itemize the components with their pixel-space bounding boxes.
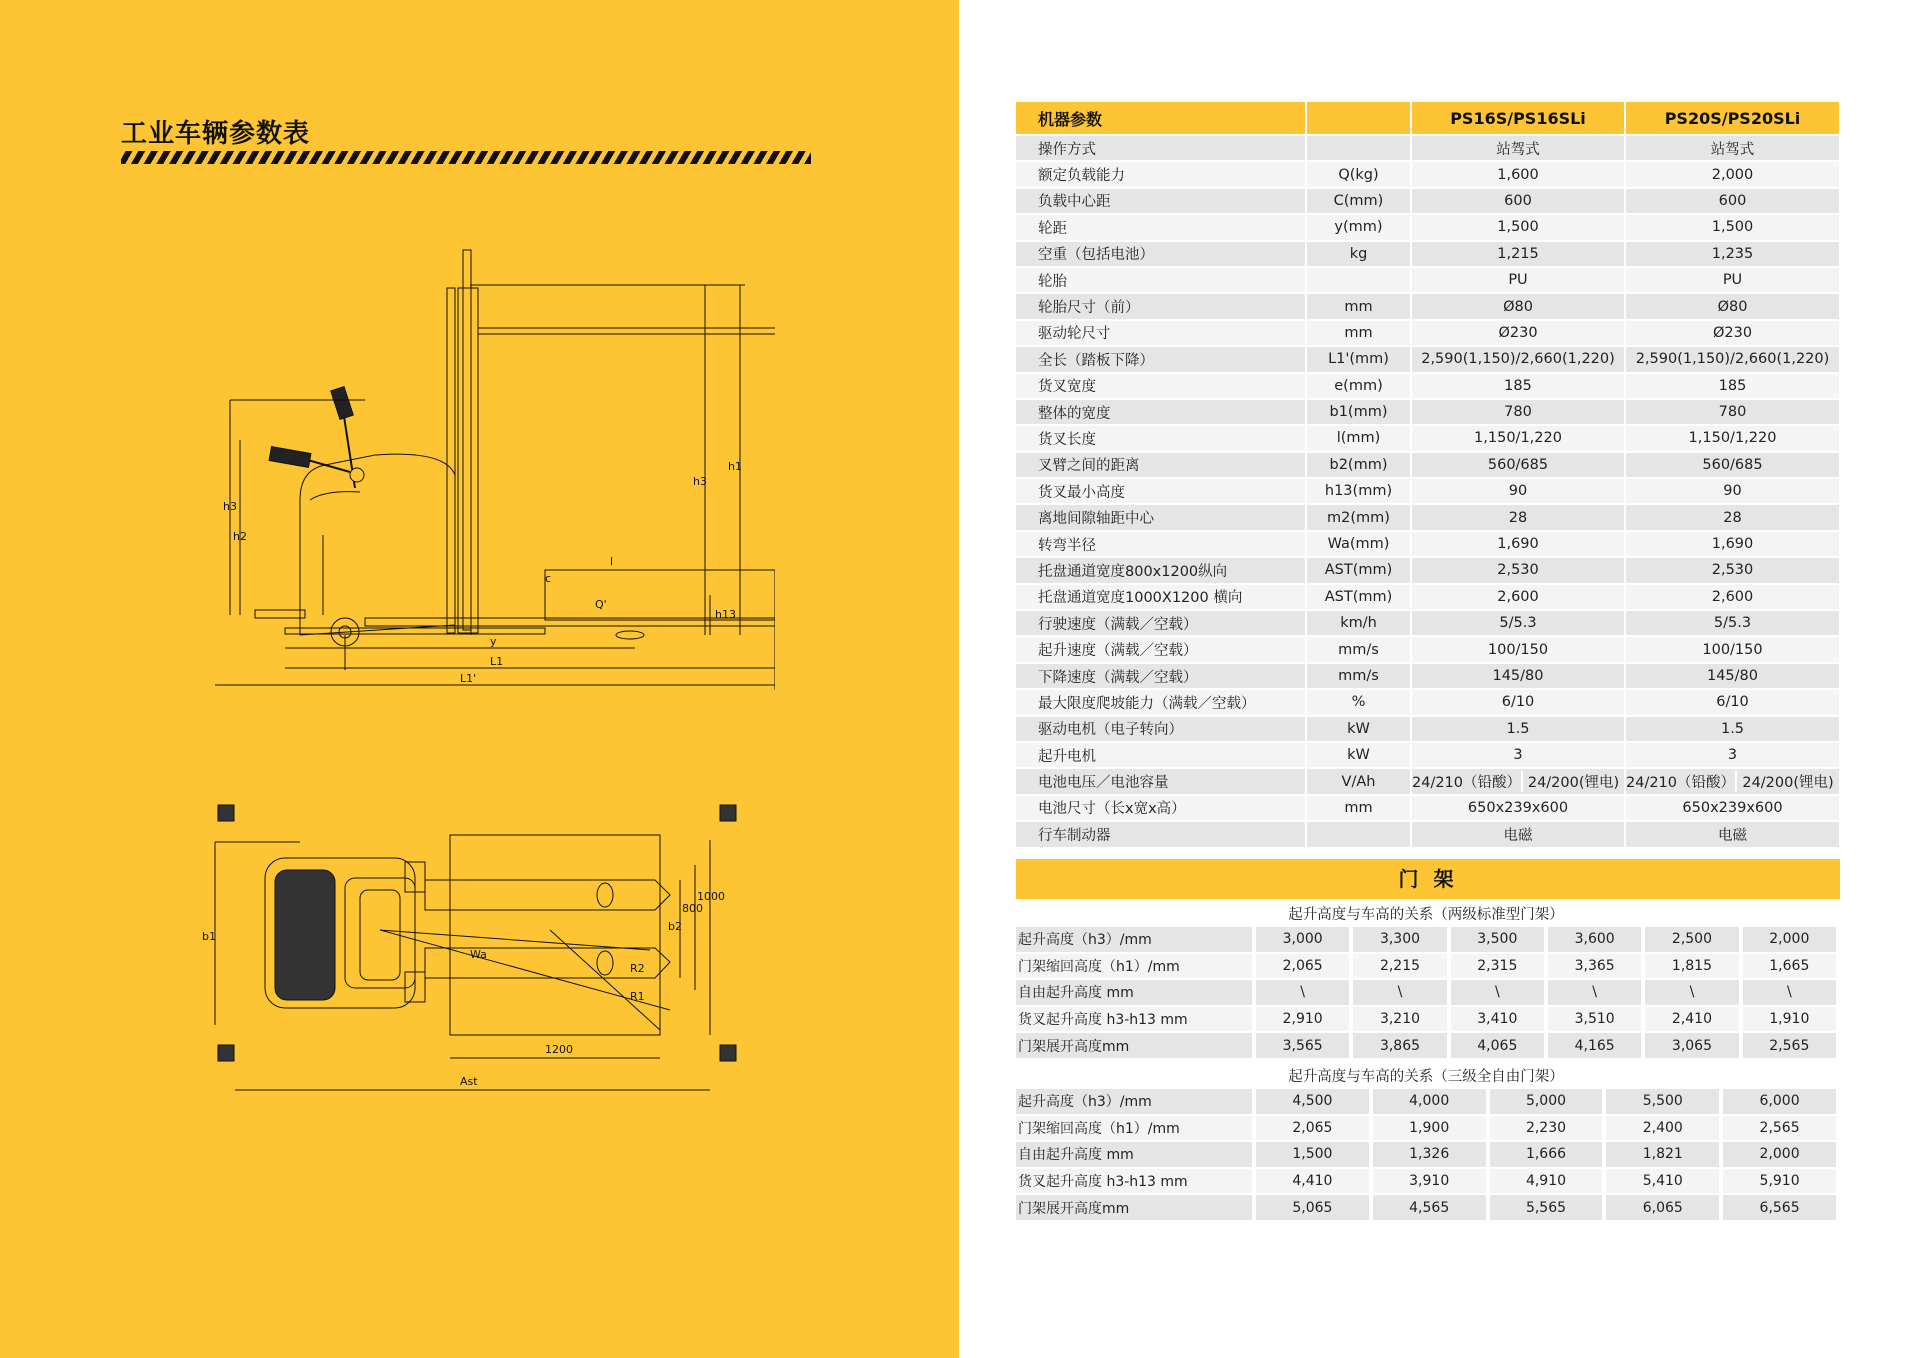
spec-param-label: 叉臂之间的距离 <box>1016 452 1306 478</box>
mast-cell: 4,910 <box>1488 1168 1605 1195</box>
spec-row <box>1016 452 1840 478</box>
spec-unit: b2(mm) <box>1306 452 1411 478</box>
mast-row <box>1016 1141 1838 1168</box>
dim-label-l1-prime: L1' <box>460 672 477 685</box>
mast-cell: \ <box>1546 979 1643 1006</box>
spec-row <box>1016 689 1840 715</box>
top-view-drawing <box>200 800 760 1100</box>
mast-cell: 3,000 <box>1254 926 1351 953</box>
spec-unit: kW <box>1306 716 1411 742</box>
spec-value-model2: 2,530 <box>1625 557 1840 583</box>
mast-row <box>1016 1194 1838 1221</box>
spec-row <box>1016 267 1840 293</box>
mast-row <box>1016 1088 1838 1115</box>
hazard-stripe-divider <box>121 151 811 164</box>
spec-param-label: 空重（包括电池） <box>1016 241 1306 267</box>
mast-cell: 3,565 <box>1254 1032 1351 1059</box>
mast-row-label: 门架展开高度mm <box>1016 1032 1254 1059</box>
spec-unit: b1(mm) <box>1306 399 1411 425</box>
mast-cell: \ <box>1449 979 1546 1006</box>
spec-param-label: 下降速度（满载／空载） <box>1016 663 1306 689</box>
spec-value-model2: 6/10 <box>1625 689 1840 715</box>
mast-cell: 2,910 <box>1254 1006 1351 1033</box>
mast-cell: 2,215 <box>1351 953 1448 980</box>
mast-table-three-stage <box>1016 1063 1840 1222</box>
spec-value-model2: 560/685 <box>1625 452 1840 478</box>
mast-caption: 起升高度与车高的关系（两级标准型门架） <box>1016 901 1838 926</box>
spec-row <box>1016 795 1840 821</box>
spec-value-model1: 2,530 <box>1411 557 1625 583</box>
spec-param-label: 驱动轮尺寸 <box>1016 320 1306 346</box>
spec-row <box>1016 161 1840 187</box>
mast-row-label: 货叉起升高度 h3-h13 mm <box>1016 1168 1254 1195</box>
mast-row-label: 门架缩回高度（h1）/mm <box>1016 953 1254 980</box>
spec-row <box>1016 293 1840 319</box>
spec-param-label: 整体的宽度 <box>1016 399 1306 425</box>
spec-value-model2: 650x239x600 <box>1625 795 1840 821</box>
mast-row-label: 自由起升高度 mm <box>1016 979 1254 1006</box>
mast-cell: 5,410 <box>1604 1168 1721 1195</box>
spec-value-lithium: 24/200(锂电) <box>1735 771 1839 792</box>
mast-cell: 4,500 <box>1254 1088 1371 1115</box>
mast-row-label: 起升高度（h3）/mm <box>1016 1088 1254 1115</box>
spec-value-model1: 560/685 <box>1411 452 1625 478</box>
dim-label-h13: h13 <box>715 608 736 621</box>
left-panel <box>0 0 959 1358</box>
spec-value-model1: 1,215 <box>1411 241 1625 267</box>
mast-cell: 5,910 <box>1721 1168 1838 1195</box>
spec-row <box>1016 135 1840 161</box>
spec-unit: l(mm) <box>1306 425 1411 451</box>
dim-label-h3: h3 <box>223 500 237 513</box>
dim-label-r1: R1 <box>630 990 645 1003</box>
spec-row <box>1016 478 1840 504</box>
dim-label-b2: b2 <box>668 920 682 933</box>
mast-caption-row <box>1016 1063 1838 1088</box>
mast-cell: 6,565 <box>1721 1194 1838 1221</box>
spec-row <box>1016 425 1840 451</box>
mast-row-label: 门架缩回高度（h1）/mm <box>1016 1115 1254 1142</box>
spec-value-model1 <box>1411 768 1625 794</box>
spec-param-label: 托盘通道宽度1000X1200 横向 <box>1016 584 1306 610</box>
spec-value-model1: 1.5 <box>1411 716 1625 742</box>
spec-value-model1: 145/80 <box>1411 663 1625 689</box>
dim-label-h3-mast: h3 <box>693 475 707 488</box>
spec-row <box>1016 241 1840 267</box>
spec-row <box>1016 399 1840 425</box>
dim-label-b1: b1 <box>202 930 216 943</box>
spec-value-model2: 145/80 <box>1625 663 1840 689</box>
spec-value-model2: 28 <box>1625 504 1840 530</box>
spec-value-model1: PU <box>1411 267 1625 293</box>
dim-label-ast: Ast <box>460 1075 478 1088</box>
spec-value-model2: 2,590(1,150)/2,660(1,220) <box>1625 346 1840 372</box>
spec-header-model2: PS20S/PS20SLi <box>1625 102 1840 135</box>
spec-row <box>1016 821 1840 847</box>
mast-cell: 5,000 <box>1488 1088 1605 1115</box>
spec-unit <box>1306 267 1411 293</box>
spec-param-label: 额定负载能力 <box>1016 161 1306 187</box>
spec-value-model1: 5/5.3 <box>1411 610 1625 636</box>
spec-unit: mm/s <box>1306 636 1411 662</box>
dim-label-h1: h1 <box>728 460 742 473</box>
spec-param-label: 转弯半径 <box>1016 531 1306 557</box>
spec-row <box>1016 742 1840 768</box>
spec-value-model1: 100/150 <box>1411 636 1625 662</box>
spec-row <box>1016 584 1840 610</box>
mast-cell: 4,410 <box>1254 1168 1371 1195</box>
spec-param-label: 操作方式 <box>1016 135 1306 161</box>
mast-row <box>1016 979 1838 1006</box>
mast-cell: 1,500 <box>1254 1141 1371 1168</box>
spec-value-model1: 6/10 <box>1411 689 1625 715</box>
spec-value-model2: 站驾式 <box>1625 135 1840 161</box>
spec-unit: AST(mm) <box>1306 584 1411 610</box>
spec-value-model2: Ø230 <box>1625 320 1840 346</box>
mast-row <box>1016 1168 1838 1195</box>
spec-param-label: 轮胎 <box>1016 267 1306 293</box>
mast-cell: 2,410 <box>1643 1006 1740 1033</box>
spec-value-lead-acid: 24/210（铅酸） <box>1412 775 1522 792</box>
mast-cell: 2,000 <box>1721 1141 1838 1168</box>
mast-cell: 3,865 <box>1351 1032 1448 1059</box>
spec-value-model1: 电磁 <box>1411 821 1625 847</box>
spec-value-model1: 1,150/1,220 <box>1411 425 1625 451</box>
mast-cell: 3,210 <box>1351 1006 1448 1033</box>
mast-cell: \ <box>1254 979 1351 1006</box>
spec-param-label: 货叉长度 <box>1016 425 1306 451</box>
spec-row <box>1016 188 1840 214</box>
dim-label-l: l <box>610 555 614 568</box>
spec-unit: e(mm) <box>1306 373 1411 399</box>
spec-value-model1: 1,600 <box>1411 161 1625 187</box>
spec-unit: C(mm) <box>1306 188 1411 214</box>
spec-value-model1: 28 <box>1411 504 1625 530</box>
dim-label-q: Q' <box>595 598 607 611</box>
spec-row <box>1016 504 1840 530</box>
page-title: 工业车辆参数表 <box>121 119 311 149</box>
mast-cell: \ <box>1351 979 1448 1006</box>
spec-param-label: 货叉最小高度 <box>1016 478 1306 504</box>
mast-cell: 3,910 <box>1371 1168 1488 1195</box>
spec-header-model1: PS16S/PS16SLi <box>1411 102 1625 135</box>
spec-param-label: 货叉宽度 <box>1016 373 1306 399</box>
dim-label-1200: 1200 <box>545 1043 573 1056</box>
mast-section-title: 门 架 <box>1016 859 1840 899</box>
spec-unit: mm/s <box>1306 663 1411 689</box>
mast-cell: 4,565 <box>1371 1194 1488 1221</box>
mast-row-label: 货叉起升高度 h3-h13 mm <box>1016 1006 1254 1033</box>
mast-row <box>1016 953 1838 980</box>
side-view-drawing <box>215 240 775 700</box>
spec-unit: kg <box>1306 241 1411 267</box>
mast-caption: 起升高度与车高的关系（三级全自由门架） <box>1016 1063 1838 1088</box>
spec-row <box>1016 716 1840 742</box>
spec-table <box>1016 102 1841 849</box>
mast-cell: 3,410 <box>1449 1006 1546 1033</box>
spec-param-label: 最大限度爬坡能力（满载／空载） <box>1016 689 1306 715</box>
mast-cell: 3,500 <box>1449 926 1546 953</box>
mast-cell: 3,600 <box>1546 926 1643 953</box>
spec-unit: Wa(mm) <box>1306 531 1411 557</box>
spec-param-label: 离地间隙轴距中心 <box>1016 504 1306 530</box>
mast-cell: 5,065 <box>1254 1194 1371 1221</box>
mast-row <box>1016 1115 1838 1142</box>
spec-unit: mm <box>1306 795 1411 821</box>
spec-value-model1: 90 <box>1411 478 1625 504</box>
spec-unit: y(mm) <box>1306 214 1411 240</box>
spec-unit: L1'(mm) <box>1306 346 1411 372</box>
mast-row <box>1016 1006 1838 1033</box>
spec-param-label: 起升电机 <box>1016 742 1306 768</box>
mast-cell: 3,065 <box>1643 1032 1740 1059</box>
spec-value-model1: 2,590(1,150)/2,660(1,220) <box>1411 346 1625 372</box>
spec-param-label: 行驶速度（满载／空载） <box>1016 610 1306 636</box>
mast-row <box>1016 926 1838 953</box>
spec-unit: AST(mm) <box>1306 557 1411 583</box>
mast-cell: 5,565 <box>1488 1194 1605 1221</box>
mast-cell: 2,500 <box>1643 926 1740 953</box>
mast-cell: 2,000 <box>1741 926 1838 953</box>
mast-caption-row <box>1016 901 1838 926</box>
spec-param-label: 电池尺寸（长x宽x高） <box>1016 795 1306 821</box>
mast-cell: 1,665 <box>1741 953 1838 980</box>
dim-label-c: c <box>545 572 552 585</box>
mast-cell: 6,000 <box>1721 1088 1838 1115</box>
spec-value-model2: 3 <box>1625 742 1840 768</box>
spec-value-model1: 1,690 <box>1411 531 1625 557</box>
spec-value-model2: 1,500 <box>1625 214 1840 240</box>
spec-value-model2: 90 <box>1625 478 1840 504</box>
spec-value-model2: 电磁 <box>1625 821 1840 847</box>
mast-cell: 3,300 <box>1351 926 1448 953</box>
spec-row <box>1016 610 1840 636</box>
spec-param-label: 轮距 <box>1016 214 1306 240</box>
spec-row <box>1016 346 1840 372</box>
mast-cell: 1,815 <box>1643 953 1740 980</box>
spec-value-model1: 1,500 <box>1411 214 1625 240</box>
mast-cell: 5,500 <box>1604 1088 1721 1115</box>
spec-value-model1: 185 <box>1411 373 1625 399</box>
mast-cell: 2,065 <box>1254 953 1351 980</box>
mast-cell: 2,400 <box>1604 1115 1721 1142</box>
mast-cell: 2,315 <box>1449 953 1546 980</box>
spec-unit: kW <box>1306 742 1411 768</box>
spec-value-model2: 780 <box>1625 399 1840 425</box>
spec-row <box>1016 663 1840 689</box>
dim-label-y: y <box>490 635 497 648</box>
dim-label-800: 800 <box>682 902 703 915</box>
mast-cell: 2,565 <box>1741 1032 1838 1059</box>
mast-cell: 2,065 <box>1254 1115 1371 1142</box>
spec-param-label: 驱动电机（电子转向） <box>1016 716 1306 742</box>
spec-value-model2: PU <box>1625 267 1840 293</box>
spec-split-cell <box>1626 771 1839 792</box>
spec-value-model2: 5/5.3 <box>1625 610 1840 636</box>
spec-unit: Q(kg) <box>1306 161 1411 187</box>
spec-unit: km/h <box>1306 610 1411 636</box>
spec-value-model2 <box>1625 768 1840 794</box>
spec-value-model2: 600 <box>1625 188 1840 214</box>
spec-value-model2: 1.5 <box>1625 716 1840 742</box>
spec-value-model2: 185 <box>1625 373 1840 399</box>
spec-row <box>1016 320 1840 346</box>
spec-value-model1: 600 <box>1411 188 1625 214</box>
mast-cell: 4,065 <box>1449 1032 1546 1059</box>
spec-row <box>1016 636 1840 662</box>
spec-param-label: 行车制动器 <box>1016 821 1306 847</box>
spec-row <box>1016 214 1840 240</box>
spec-unit: % <box>1306 689 1411 715</box>
mast-row <box>1016 1032 1838 1059</box>
spec-value-model1: 3 <box>1411 742 1625 768</box>
spec-param-label: 负载中心距 <box>1016 188 1306 214</box>
spec-unit: V/Ah <box>1306 768 1411 794</box>
mast-cell: 1,326 <box>1371 1141 1488 1168</box>
spec-split-cell <box>1412 771 1624 792</box>
mast-cell: 4,000 <box>1371 1088 1488 1115</box>
spec-unit: m2(mm) <box>1306 504 1411 530</box>
spec-value-model2: 1,690 <box>1625 531 1840 557</box>
spec-param-label: 全长（踏板下降） <box>1016 346 1306 372</box>
mast-cell: 1,821 <box>1604 1141 1721 1168</box>
mast-row-label: 起升高度（h3）/mm <box>1016 926 1254 953</box>
spec-value-model2: 2,600 <box>1625 584 1840 610</box>
spec-value-model1: 站驾式 <box>1411 135 1625 161</box>
mast-cell: 2,565 <box>1721 1115 1838 1142</box>
spec-unit: h13(mm) <box>1306 478 1411 504</box>
dim-label-r2: R2 <box>630 962 645 975</box>
mast-cell: 1,900 <box>1371 1115 1488 1142</box>
spec-param-label: 电池电压／电池容量 <box>1016 768 1306 794</box>
mast-cell: 3,365 <box>1546 953 1643 980</box>
spec-unit: mm <box>1306 293 1411 319</box>
spec-value-model2: Ø80 <box>1625 293 1840 319</box>
dim-label-l1: L1 <box>490 655 504 668</box>
spec-header-param: 机器参数 <box>1016 102 1306 135</box>
spec-unit <box>1306 135 1411 161</box>
spec-row <box>1016 531 1840 557</box>
mast-cell: \ <box>1741 979 1838 1006</box>
mast-cell: 1,910 <box>1741 1006 1838 1033</box>
spec-value-lead-acid: 24/210（铅酸） <box>1626 775 1736 792</box>
spec-value-model2: 1,235 <box>1625 241 1840 267</box>
spec-row <box>1016 373 1840 399</box>
dim-label-wa: Wa <box>470 948 487 961</box>
spec-value-model1: 650x239x600 <box>1411 795 1625 821</box>
spec-param-label: 托盘通道宽度800x1200纵向 <box>1016 557 1306 583</box>
mast-table-two-stage <box>1016 901 1840 1060</box>
spec-row <box>1016 557 1840 583</box>
spec-value-model1: Ø230 <box>1411 320 1625 346</box>
spec-value-model1: Ø80 <box>1411 293 1625 319</box>
spec-value-model1: 780 <box>1411 399 1625 425</box>
mast-row-label: 自由起升高度 mm <box>1016 1141 1254 1168</box>
mast-cell: 1,666 <box>1488 1141 1605 1168</box>
dim-label-h2: h2 <box>233 530 247 543</box>
spec-param-label: 起升速度（满载／空载） <box>1016 636 1306 662</box>
spec-header-row <box>1016 102 1840 135</box>
spec-value-lithium: 24/200(锂电) <box>1521 771 1624 792</box>
mast-cell: 2,230 <box>1488 1115 1605 1142</box>
mast-cell: \ <box>1643 979 1740 1006</box>
spec-row <box>1016 768 1840 794</box>
mast-row-label: 门架展开高度mm <box>1016 1194 1254 1221</box>
spec-param-label: 轮胎尺寸（前） <box>1016 293 1306 319</box>
spec-value-model1: 2,600 <box>1411 584 1625 610</box>
spec-unit: mm <box>1306 320 1411 346</box>
spec-value-model2: 100/150 <box>1625 636 1840 662</box>
dim-label-1000: 1000 <box>697 890 725 903</box>
mast-cell: 3,510 <box>1546 1006 1643 1033</box>
spec-value-model2: 2,000 <box>1625 161 1840 187</box>
spec-unit <box>1306 821 1411 847</box>
mast-cell: 4,165 <box>1546 1032 1643 1059</box>
spec-header-unit <box>1306 102 1411 135</box>
mast-cell: 6,065 <box>1604 1194 1721 1221</box>
spec-value-model2: 1,150/1,220 <box>1625 425 1840 451</box>
